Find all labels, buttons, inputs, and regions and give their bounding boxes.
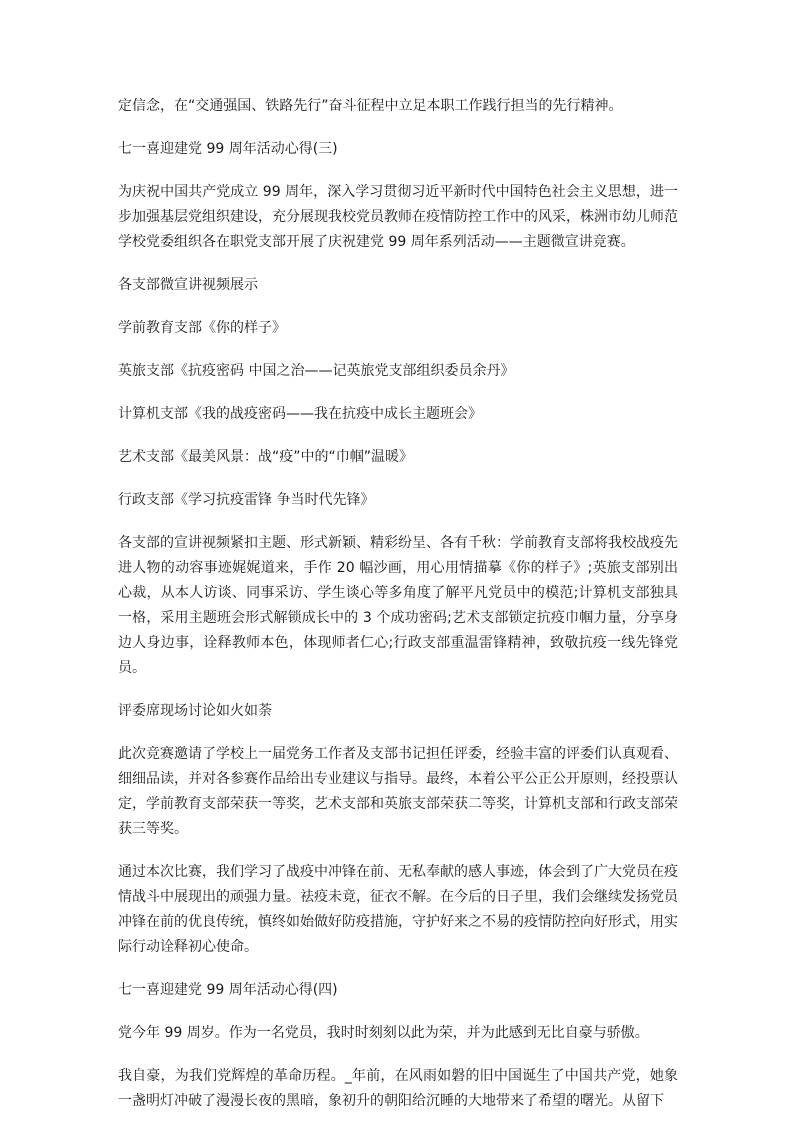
paragraph: 我自豪，为我们党辉煌的革命历程。_年前，在风雨如磐的旧中国诞生了中国共产党，她象一盏明灯冲破了漫漫长夜的黑暗，象初升的朝阳给沉睡的大地带来了希望的曙光。从留下 xyxy=(118,1068,678,1109)
paragraph-intro: 定信念，在“交通强国、铁路先行”奋斗征程中立足本职工作践行担当的先行精神。 xyxy=(118,98,623,114)
video-item: 艺术支部《最美风景：战“疫”中的“巾帼”温暖》 xyxy=(118,449,414,465)
paragraph: 通过本次比赛，我们学习了战疫中冲锋在前、无私奉献的感人事迹，体会到了广大党员在疫情战斗中展现出的顽强力量。祛疫未竟，征衣不解。在今后的日子里，我们会继续发扬党员冲锋在前的优良传统，慎终如始做好防疫措施，守护好来之不易的疫情防控向好形式，用实际行动诠释初心使命。 xyxy=(118,864,678,955)
video-item: 英旅支部《抗疫密码 中国之治——记英旅党支部组织委员余丹》 xyxy=(118,363,515,379)
video-item: 行政支部《学习抗疫雷锋 争当时代先锋》 xyxy=(118,492,375,508)
video-item: 计算机支部《我的战疫密码——我在抗疫中成长主题班会》 xyxy=(118,406,482,422)
video-item: 学前教育支部《你的样子》 xyxy=(118,320,286,336)
paragraph: 党今年 99 周岁。作为一名党员，我时时刻刻以此为荣，并为此感到无比自豪与骄傲。 xyxy=(118,1025,649,1041)
paragraph: 为庆祝中国共产党成立 99 周年，深入学习贯彻习近平新时代中国特色社会主义思想，进一步加强基层党组织建设，充分展现我校党员教师在疫情防控工作中的风采，株洲市幼儿师范学校党委组织各在职党支部开展了庆祝建党 99 周年系列活动——主题微宣讲竞赛。 xyxy=(118,184,678,250)
section-heading-4: 七一喜迎建党 99 周年活动心得(四) xyxy=(118,982,338,998)
document-page xyxy=(118,94,678,1132)
paragraph: 此次竞赛邀请了学校上一届党务工作者及支部书记担任评委，经验丰富的评委们认真观看、细细品读，并对各参赛作品给出专业建议与指导。最终，本着公平公正公开原则，经投票认定，学前教育支部荣获一等奖，艺术支部和英旅支部荣获二等奖，计算机支部和行政支部荣获三等奖。 xyxy=(118,746,678,837)
section-heading-3: 七一喜迎建党 99 周年活动心得(三) xyxy=(118,141,338,157)
paragraph: 各支部的宣讲视频紧扣主题、形式新颖、精彩纷呈、各有千秋：学前教育支部将我校战疫先进人物的动容事迹娓娓道来，手作 20 幅沙画，用心用情描摹《你的样子》;英旅支部别出心裁，从本人访谈、同事采访、学生谈心等多角度了解平凡党员中的模范;计算机支部独具一格，采用主题班会形式解锁成长中的 3 个成功密码;艺术支部锁定抗疫巾帼力量，分享身边人身边事，诠释教师本色，体现师者仁心;行政支部重温雷锋精神，致敬抗疫一线先锋党员。 xyxy=(118,535,678,676)
subheading-videos: 各支部微宣讲视频展示 xyxy=(118,277,258,293)
subheading-judges: 评委席现场讨论如火如荼 xyxy=(118,703,272,719)
